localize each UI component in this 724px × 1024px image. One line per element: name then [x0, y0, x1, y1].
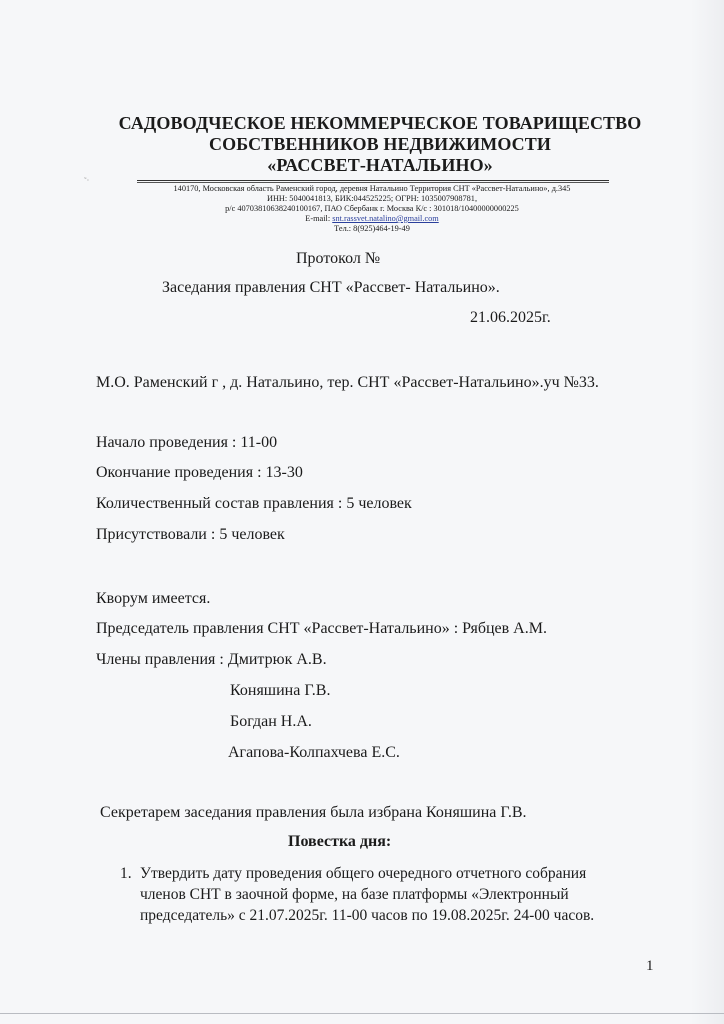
email-label: E-mail: [305, 214, 331, 223]
organization-requisites [127, 184, 617, 234]
org-title-line-3: «РАССВЕТ-НАТАЛЬИНО» [267, 155, 493, 175]
organization-title [100, 113, 660, 176]
org-title-line-1: САДОВОДЧЕСКОЕ НЕКОММЕРЧЕСКОЕ ТОВАРИЩЕСТВО [118, 113, 642, 133]
page-bottom-edge [0, 1013, 724, 1014]
chairman-line: Председатель правления СНТ «Рассвет-Натальино» : Рябцев А.М. [96, 620, 547, 637]
account-line: р/с 40703810638240100167, ПАО Сбербанк г. Москва К/с : 301018/10400000000225 [225, 204, 519, 213]
board-member: Богдан Н.А. [230, 713, 312, 730]
protocol-date: 21.06.2025г. [470, 309, 551, 326]
members-label: Члены правления : Дмитрюк А.В. [96, 651, 327, 668]
protocol-title: Протокол № [296, 250, 381, 267]
end-time: Окончание проведения : 13-30 [96, 464, 303, 481]
address-line: 140170, Московская область Раменский город, деревня Натальино Территория СНТ «Рассвет-Натальино», д.345 [173, 184, 571, 193]
agenda-item-line: Утвердить дату проведения общего очередного отчетного собрания [140, 865, 587, 882]
start-time: Начало проведения : 11-00 [96, 434, 278, 451]
agenda-title: Повестка дня: [288, 833, 392, 850]
quorum-statement: Кворум имеется. [96, 590, 211, 607]
header-divider-secondary [137, 182, 609, 183]
protocol-subtitle: Заседания правления СНТ «Рассвет- Натальино». [162, 279, 500, 296]
agenda-item-line: председатель» с 21.07.2025г. 11-00 часов по 19.08.2025г. 24-00 часов. [140, 907, 595, 924]
email-line [127, 214, 617, 224]
inn-line: ИНН: 5040041813, БИК:044525225; ОГРН: 1035007908781, [266, 194, 478, 203]
board-size: Количественный состав правления : 5 человек [96, 495, 412, 512]
agenda-item-line: членов СНТ в заочной форме, на базе платформы «Электронный [140, 886, 569, 903]
board-member: Агапова-Колпахчева Е.С. [228, 744, 400, 761]
scan-speck: ˜· [84, 176, 90, 185]
scan-shadow [690, 0, 724, 1024]
header-divider [137, 180, 609, 181]
org-title-line-2: СОБСТВЕННИКОВ НЕДВИЖИМОСТИ [209, 134, 551, 154]
meeting-location: М.О. Раменский г , д. Натальино, тер. СНТ «Рассвет-Натальино».уч №33. [96, 374, 599, 391]
secretary-line: Секретарем заседания правления была избрана Коняшина Г.В. [100, 804, 527, 821]
attendance: Присутствовали : 5 человек [96, 526, 285, 543]
page-number: 1 [646, 958, 654, 974]
phone-line: Тел.: 8(925)464-19-49 [334, 224, 410, 233]
email-link[interactable]: snt.rassvet.natalino@gmail.com [332, 214, 439, 223]
agenda-item-text [140, 863, 660, 926]
board-member: Коняшина Г.В. [230, 682, 331, 699]
agenda-item-number: 1. [120, 865, 132, 882]
